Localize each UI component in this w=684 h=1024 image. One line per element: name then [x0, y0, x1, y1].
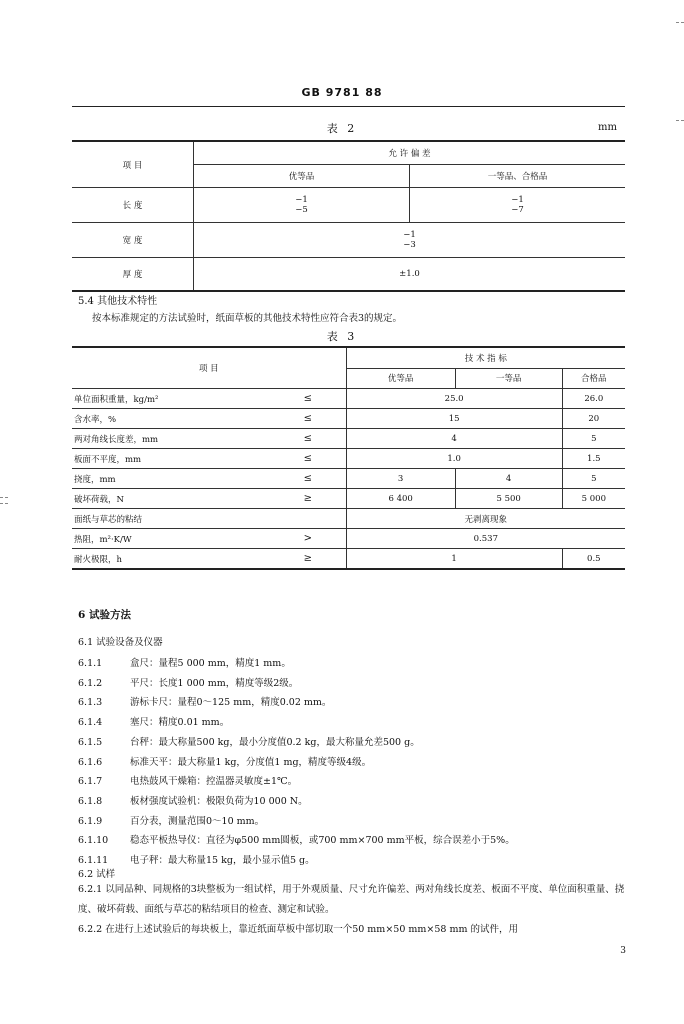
table3: [72, 346, 625, 570]
table2-cell: ±1.0: [194, 258, 626, 292]
test-equipment-item: [78, 694, 331, 708]
section-6-2-title: 6.2 试样: [78, 869, 116, 880]
table2-cell: −1 −5: [194, 188, 410, 223]
item-number: 6.1.11: [78, 855, 109, 866]
table3-row-symbol: ≤: [270, 409, 346, 429]
item-text: 游标卡尺：量程0～125 mm，精度0.02 mm。: [130, 697, 332, 709]
table2-col-b: 一等品、合格品: [410, 165, 626, 188]
page-number: 3: [620, 946, 626, 956]
table3-row-symbol: ≤: [270, 429, 346, 449]
item-number: 6.1.2: [78, 677, 103, 689]
table3-row-symbol: ≤: [270, 469, 346, 489]
item-number: 6.1.1: [78, 658, 103, 669]
item-text: 塞尺：精度0.01 mm。: [130, 717, 230, 729]
table3-row-label: 面纸与草芯的粘结: [72, 509, 270, 529]
test-equipment-item: [78, 832, 515, 846]
test-equipment-item: [78, 734, 420, 748]
table2-row-label: 长 度: [72, 188, 194, 223]
item-number: 6.1.4: [78, 717, 103, 729]
item-text: 标准天平：最大称量1 kg，分度值1 mg，精度等级4级。: [130, 756, 372, 768]
item-number: 6.1.6: [78, 756, 103, 768]
item-number: 6.1.8: [78, 795, 103, 807]
item-number: 6.1.5: [78, 736, 103, 748]
table3-row-label: 热阻，m²·K/W: [72, 529, 270, 549]
table2-col-item: 项 目: [72, 141, 194, 188]
table3-row-label: 单位面积重量，kg/m²: [72, 389, 270, 409]
item-text: 稳态平板热导仪：直径为φ500 mm圆板，或700 mm×700 mm平板，综合误差小于5%。: [130, 835, 515, 847]
table3-row-symbol: ≤: [270, 389, 346, 409]
table3-row-label: 含水率，%: [72, 409, 270, 429]
table3-row-symbol: ≥: [270, 489, 346, 509]
item-text: 平尺：长度1 000 mm，精度等级2级。: [130, 677, 299, 689]
table3-row-label: 两对角线长度差，mm: [72, 429, 270, 449]
table3-cell: 1.5: [562, 449, 625, 469]
item-number: 6.1.10: [78, 835, 109, 847]
test-equipment-item: [78, 655, 291, 669]
test-equipment-item: [78, 754, 371, 768]
item-text: 百分表，测量范围0～10 mm。: [130, 815, 265, 827]
table2-row-label: 宽 度: [72, 223, 194, 258]
standard-header: GB 9781 88: [301, 86, 383, 99]
table2-cell: −1 −3: [194, 223, 626, 258]
section-6-title: 6 试验方法: [78, 609, 131, 621]
item-number: 6.1.7: [78, 776, 103, 788]
table3-cell: 无剥离现象: [346, 509, 625, 529]
section-6-2-1-text: 6.2.1 以同品种、同规格的3块整板为一组试样，用于外观质量、尺寸允许偏差、两对角线长度差、板面不平度、单位面积重量、挠度、破坏荷载、面纸与草芯的粘结项目的检查、测定和试验。: [78, 884, 625, 915]
table3-row-label: 板面不平度，mm: [72, 449, 270, 469]
header-rule: [72, 106, 625, 107]
table3-row-symbol: >: [270, 529, 346, 549]
scan-edge-mark: [0, 497, 8, 498]
item-text: 台秤：最大称量500 kg，最小分度值0.2 kg，最大称量允差500 g。: [130, 736, 420, 748]
test-equipment-item: [78, 714, 229, 728]
table3-cell: 15: [346, 409, 562, 429]
test-equipment-item: [78, 813, 264, 827]
scan-edge-mark: [676, 22, 684, 23]
table3-cell: 5 500: [455, 489, 562, 509]
table3-cell: 5: [562, 429, 625, 449]
table3-cell: 1: [346, 549, 562, 570]
table2-row-label: 厚 度: [72, 258, 194, 292]
table2-caption: 表 2: [326, 122, 358, 135]
item-text: 电子秤：最大称量15 kg，最小显示值5 g。: [130, 855, 315, 866]
table3-row-symbol: ≥: [270, 549, 346, 570]
item-number: 6.1.3: [78, 697, 103, 709]
section-6-2-2-text: 6.2.2 在进行上述试验后的每块板上，靠近纸面草板中部切取一个50 mm×50 mm×58 mm 的试件，用: [78, 924, 519, 935]
section-5-4-text: 按本标准规定的方法试验时，纸面草板的其他技术特性应符合表3的规定。: [92, 313, 403, 324]
test-equipment-item: [78, 852, 315, 866]
table2-col-a: 优等品: [194, 165, 410, 188]
table3-caption: 表 3: [326, 330, 358, 343]
table3-col-group: 技 术 指 标: [346, 347, 625, 368]
table3-col-c: 合格品: [562, 368, 625, 389]
table3-col-b: 一等品: [455, 368, 562, 389]
table3-row-label: 挠度，mm: [72, 469, 270, 489]
table3-row-symbol: [270, 509, 346, 529]
table3-cell: 25.0: [346, 389, 562, 409]
item-text: 板材强度试验机：极限负荷为10 000 N。: [130, 795, 308, 807]
table3-col-a: 优等品: [346, 368, 455, 389]
table2-cell: −1 −7: [410, 188, 626, 223]
table3-cell: 3: [346, 469, 455, 489]
test-equipment-item: [78, 773, 297, 787]
table3-cell: 4: [455, 469, 562, 489]
section-5-4-title: 5.4 其他技术特性: [78, 296, 158, 307]
table3-cell: 26.0: [562, 389, 625, 409]
table3-row-label: 破坏荷载，N: [72, 489, 270, 509]
table2: [72, 140, 625, 292]
item-text: 盒尺：量程5 000 mm，精度1 mm。: [130, 658, 291, 669]
test-equipment-item: [78, 675, 298, 689]
item-text: 电热鼓风干燥箱：控温器灵敏度±1℃。: [130, 776, 298, 788]
table3-cell: 5: [562, 469, 625, 489]
table3-cell: 20: [562, 409, 625, 429]
table3-cell: 4: [346, 429, 562, 449]
scan-edge-mark: [0, 503, 8, 504]
table3-cell: 1.0: [346, 449, 562, 469]
table3-cell: 5 000: [562, 489, 625, 509]
item-number: 6.1.9: [78, 815, 103, 827]
table3-cell: 6 400: [346, 489, 455, 509]
table2-col-group: 允 许 偏 差: [194, 141, 626, 165]
table3-row-label: 耐火极限，h: [72, 549, 270, 570]
table2-unit: mm: [598, 122, 617, 133]
table3-col-item: 项 目: [72, 347, 346, 389]
table3-cell: 0.537: [346, 529, 625, 549]
section-6-1-title: 6.1 试验设备及仪器: [78, 637, 163, 648]
table3-cell: 0.5: [562, 549, 625, 570]
test-equipment-item: [78, 793, 308, 807]
table3-row-symbol: ≤: [270, 449, 346, 469]
